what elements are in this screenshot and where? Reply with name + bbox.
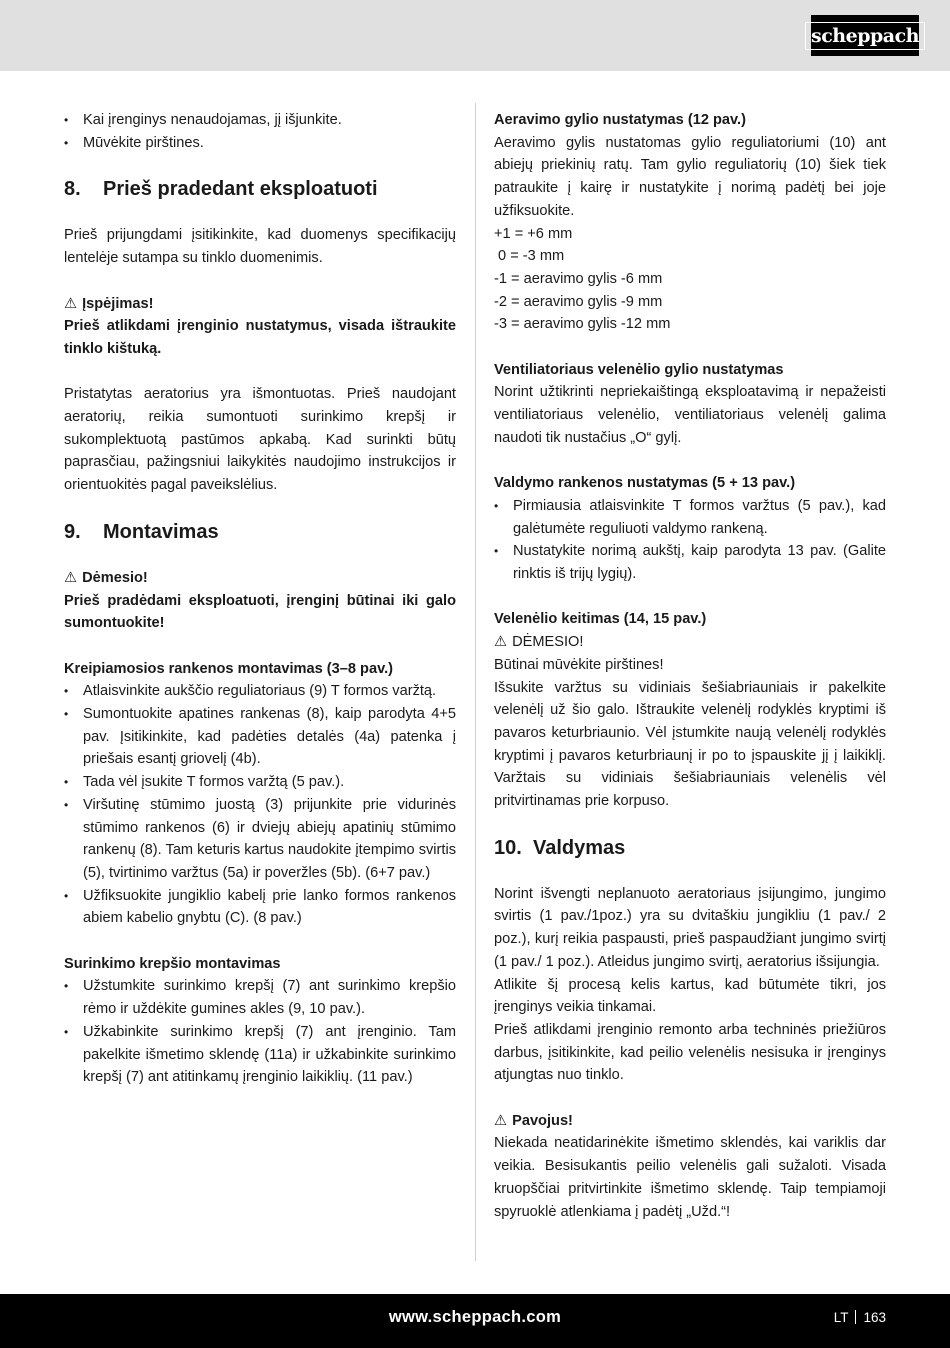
- page-separator: [855, 1310, 856, 1324]
- warning-text: Prieš atlikdami įrenginio nustatymus, visada ištraukite tinklo kištuką.: [64, 318, 456, 357]
- list-item: • Atlaisvinkite aukščio reguliatoriaus (9) T formos varžtą.: [64, 680, 456, 703]
- depth-setting-line: -3 = aeravimo gylis -12 mm: [494, 316, 671, 333]
- control-bullet-list: [494, 495, 886, 586]
- paragraph: Prieš atlikdami įrenginio remonto arba techninės priežiūros darbus, įsitikinkite, kad peilio velenėlis nesisuka ir įrenginys atjungtas nuo tinklo.: [494, 1021, 886, 1084]
- roller-warning-title: DĖMESIO!: [512, 634, 584, 651]
- bag-bullet-list: [64, 975, 456, 1089]
- warning-icon: ⚠: [494, 1112, 508, 1129]
- header-bar: [0, 0, 950, 71]
- left-column: [64, 109, 456, 1089]
- subsection-title: Ventiliatoriaus velenėlio gylio nustatymas: [494, 361, 784, 378]
- paragraph: Prieš prijungdami įsitikinkite, kad duomenys specifikacijų lentelėje sutampa su tinklo duomenimis.: [64, 227, 456, 267]
- danger-text: Niekada neatidarinėkite išmetimo sklendės, kai variklis dar veikia. Besisukantis peilio velenėlis gali sužaloti. Visada kruopščiai pritvirtinkite išmetimo sklendę. Taip tempiamoji spyruoklė atlenkiama į padėtį „Užd.“!: [494, 1135, 886, 1220]
- right-column: [494, 109, 886, 1223]
- roller-note: Būtinai mūvėkite pirštines!: [494, 656, 664, 673]
- section-title: Valdymas: [533, 836, 626, 859]
- attention-heading: [64, 567, 456, 590]
- website-link[interactable]: www.scheppach.com: [388, 1308, 562, 1326]
- section-title: Montavimas: [103, 520, 219, 543]
- attention-title: Dėmesio!: [82, 569, 148, 586]
- column-divider: [475, 103, 476, 1261]
- page-info: [834, 1310, 886, 1325]
- subsection-title: Kreipiamosios rankenos montavimas (3–8 pav.): [64, 660, 394, 677]
- list-item: • Mūvėkite pirštines.: [64, 132, 456, 155]
- footer-bar: [0, 1294, 950, 1348]
- section-9-heading: [64, 519, 456, 545]
- depth-setting-line: +1 = +6 mm: [494, 225, 573, 242]
- paragraph: Aeravimo gylis nustatomas gylio reguliatoriumi (10) ant abiejų priekinių ratų. Tam gylio reguliatorių (10) šiek tiek patraukite į kairę ir nustatykite į norimą padėtį bei joje užfiksuokite.: [494, 134, 886, 219]
- paragraph: Norint išvengti neplanuoto aeratoriaus įsijungimo, jungimo svirtis (1 pav./1poz.) yra su dvitaškiu jungikliu (1 pav./ 2 poz.), kurį reikia paspausti, prieš paspaudžiant jungimo svirtį (1 pav./ 1 poz.). Atleidus jungimo svirtį, aeratorius išsijungia.: [494, 885, 886, 970]
- list-item: • Tada vėl įsukite T formos varžtą (5 pav.).: [64, 771, 456, 794]
- list-item: • Pirmiausia atlaisvinkite T formos varžtus (5 pav.), kad galėtumėte reguliuoti valdymo rankeną.: [494, 495, 886, 540]
- warning-title: Įspėjimas!: [82, 295, 154, 312]
- paragraph: Išsukite varžtus su vidiniais šešiabriauniais ir pakelkite velenėlį už šio galo. Ištraukite velenėlį rodyklės kryptimi iš pavaros keturbriaunio. Vėl įstumkite naują velenėlį rodyklės kryptimi į pavaros keturbriaunį ir po to įspauskite jį į laikiklį. Varžtais su vidiniais šešiabriauniais velenėlis vėl pritvirtinamas prie korpuso.: [494, 679, 886, 810]
- handle-bullet-list: [64, 680, 456, 930]
- warning-icon: ⚠: [64, 295, 78, 312]
- section-title: Prieš pradedant eksploatuoti: [103, 178, 378, 201]
- page-number: 163: [863, 1310, 886, 1325]
- section-number: 8.: [64, 178, 81, 201]
- subsection-title: Aeravimo gylio nustatymas (12 pav.): [494, 112, 746, 128]
- paragraph: Norint užtikrinti nepriekaištingą eksploatavimą ir nepažeisti ventiliatoriaus velenėlio, ventiliatoriaus velenėlį galima naudoti tik nustačius „O“ gylį.: [494, 384, 886, 446]
- depth-setting-line: -1 = aeravimo gylis -6 mm: [494, 270, 663, 287]
- section-number: 10.: [494, 836, 522, 859]
- paragraph: Atlikite šį procesą kelis kartus, kad būtumėte tikri, jos įrenginys veikia tinkamai.: [494, 976, 886, 1016]
- list-item: • Užfiksuokite jungiklio kabelį prie lanko formos rankenos abiem kabelio gnybtu (C). (8 pav.): [64, 885, 456, 930]
- subsection-title: Surinkimo krepšio montavimas: [64, 955, 281, 972]
- top-bullet-list: [64, 109, 456, 154]
- roller-warning: [494, 631, 886, 654]
- danger-title: Pavojus!: [512, 1112, 573, 1129]
- depth-setting-line: -2 = aeravimo gylis -9 mm: [494, 293, 663, 310]
- brand-logo-text: scheppach: [805, 22, 925, 50]
- section-10-heading: [494, 835, 886, 861]
- list-item: • Kai įrenginys nenaudojamas, jį išjunkite.: [64, 109, 456, 132]
- danger-heading: [494, 1110, 886, 1133]
- list-item: • Užkabinkite surinkimo krepšį (7) ant įrenginio. Tam pakelkite išmetimo sklendę (11a) ir užkabinkite surinkimo krepšį (7) ant atitinkamų įrenginio laikiklių. (11 pav.): [64, 1021, 456, 1089]
- brand-logo: [811, 15, 919, 56]
- warning-icon: ⚠: [64, 569, 78, 586]
- depth-setting-line: 0 = -3 mm: [494, 248, 565, 265]
- section-number: 9.: [64, 520, 81, 543]
- warning-heading: [64, 293, 456, 316]
- subsection-title: Valdymo rankenos nustatymas (5 + 13 pav.): [494, 475, 796, 492]
- list-item: • Sumontuokite apatines rankenas (8), kaip parodyta 4+5 pav. Įsitikinkite, kad padėties detalės (4a) patenka į priešais esantį griovelį (4b).: [64, 703, 456, 771]
- list-item: • Viršutinę stūmimo juostą (3) prijunkite prie vidurinės stūmimo rankenos (6) ir dviejų abiejų apatinių stūmimo rankenų (8). Tam keturis kartus naudokite įtempimo svirtis (5), tvirtinimo varžtus (5a) ir poveržles (5b). (6+7 pav.): [64, 794, 456, 885]
- list-item: • Nustatykite norimą aukštį, kaip parodyta 13 pav. (Galite rinktis iš trijų lygių).: [494, 540, 886, 585]
- subsection-title: Velenėlio keitimas (14, 15 pav.): [494, 611, 707, 628]
- section-8-heading: [64, 176, 456, 202]
- list-item: • Užstumkite surinkimo krepšį (7) ant surinkimo krepšio rėmo ir uždėkite gumines akles (9, 10 pav.).: [64, 975, 456, 1020]
- warning-icon: ⚠: [494, 634, 508, 651]
- attention-text: Prieš pradėdami eksploatuoti, įrenginį būtinai iki galo sumontuokite!: [64, 592, 456, 632]
- language-code: LT: [833, 1310, 849, 1325]
- paragraph: Pristatytas aeratorius yra išmontuotas. Prieš naudojant aeratorių, reikia sumontuoti surinkimo krepšį ir sukomplektuotą pastūmos apkabą. Kad surinkti būtų paprasčiau, pažingsniui laikykitės naudojimo instrukcijos ir orientuokitės pagal paveikslėlius.: [64, 386, 456, 494]
